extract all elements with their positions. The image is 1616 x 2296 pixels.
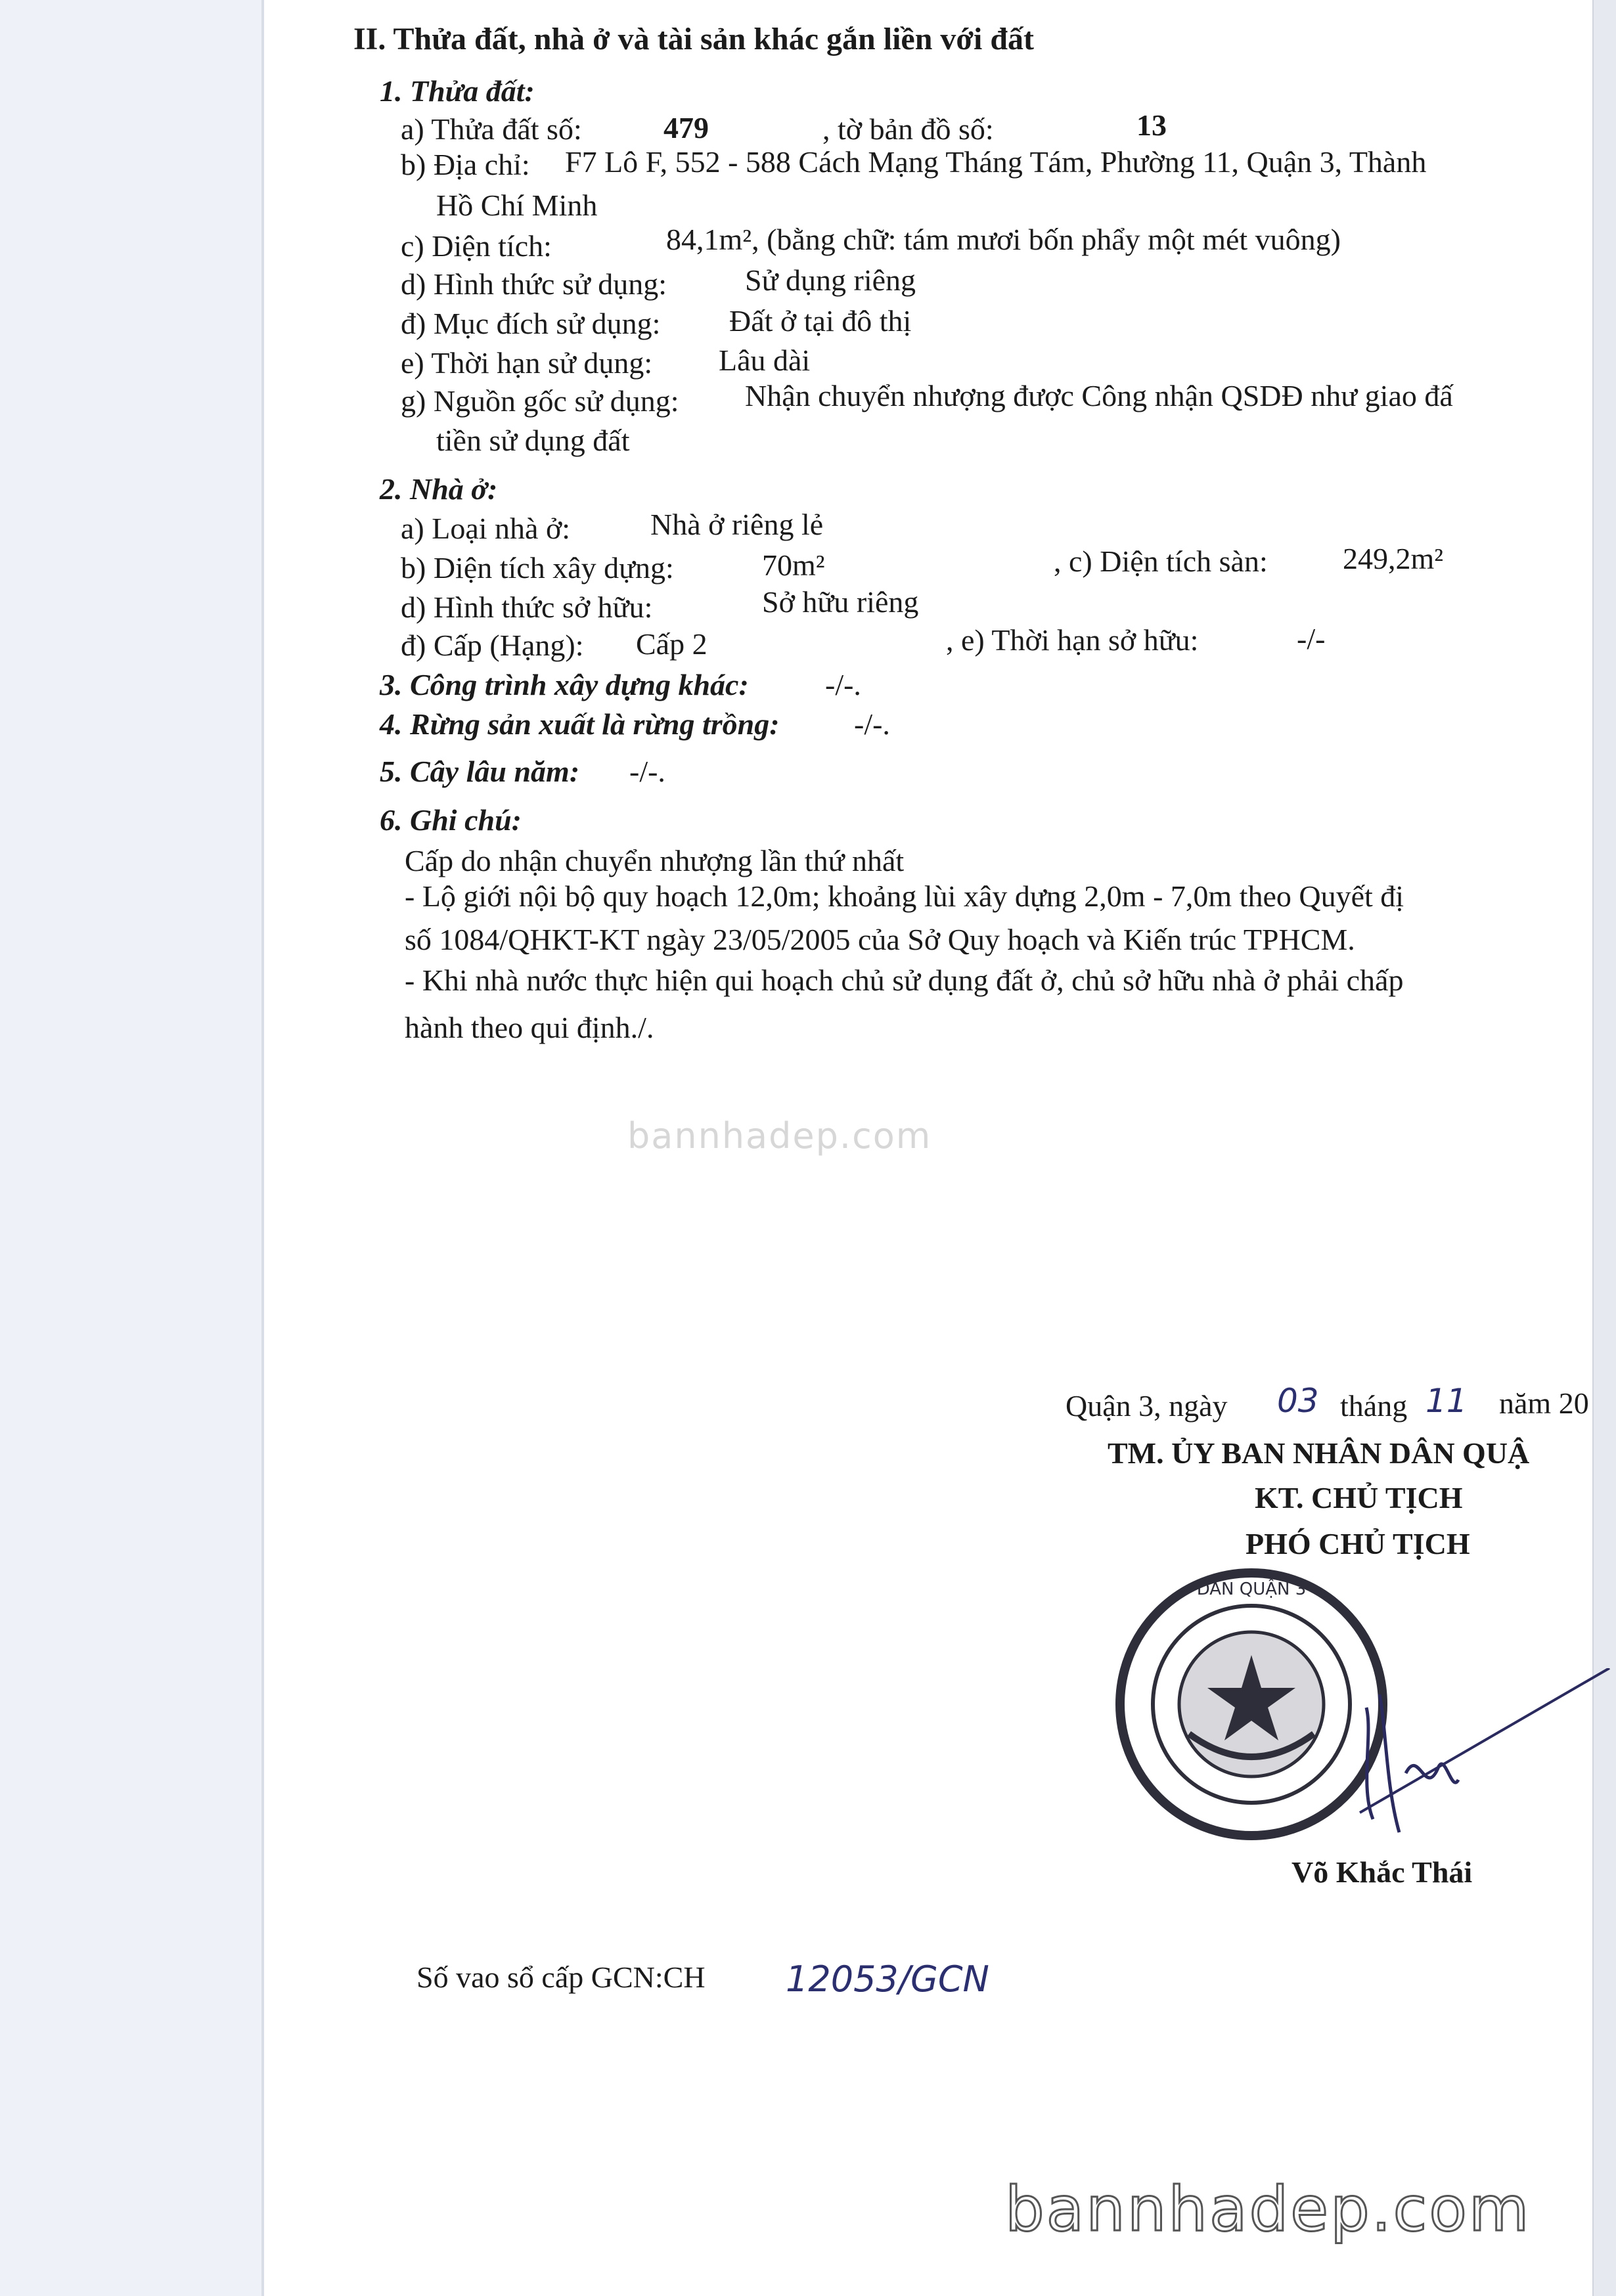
grade-value: Cấp 2	[636, 627, 707, 661]
page-left-margin	[0, 0, 263, 2296]
area-value: 84,1m², (bằng chữ: tám mươi bốn phẩy một mét vuông)	[666, 223, 1341, 256]
signer-role-2: PHÓ CHỦ TỊCH	[1246, 1527, 1470, 1560]
floor-area-value: 249,2m²	[1343, 542, 1444, 575]
date-day: 03	[1277, 1382, 1319, 1420]
parcel-label: a) Thửa đất số:	[401, 112, 582, 146]
other-construction-value: -/-.	[825, 668, 861, 701]
signature-icon	[1347, 1668, 1616, 1852]
signer-name: Võ Khắc Thái	[1291, 1855, 1473, 1889]
area-label: c) Diện tích:	[401, 229, 552, 263]
purpose-label: đ) Mục đích sử dụng:	[401, 307, 661, 340]
forest-label: 4. Rừng sản xuất là rừng trồng:	[380, 707, 780, 741]
perennial-trees-value: -/-.	[629, 755, 665, 788]
section-title: II. Thửa đất, nhà ở và tài sản khác gắn liền với đất	[353, 22, 1035, 56]
build-area-value: 70m²	[762, 548, 825, 582]
house-type-label: a) Loại nhà ở:	[401, 512, 571, 545]
parcel-number: 479	[663, 111, 709, 144]
floor-area-label: , c) Diện tích sàn:	[1054, 544, 1268, 578]
page-fold-line	[261, 0, 264, 2296]
registry-label: Số vao sổ cấp GCN:CH	[416, 1960, 706, 1994]
perennial-trees-label: 5. Cây lâu năm:	[380, 755, 580, 788]
signer-role-1: KT. CHỦ TỊCH	[1255, 1481, 1463, 1514]
term-label: e) Thời hạn sử dụng:	[401, 346, 653, 380]
origin-line-1: Nhận chuyển nhượng được Công nhận QSDĐ như giao đấ	[745, 379, 1453, 412]
house-heading: 2. Nhà ở:	[380, 472, 498, 506]
date-month: 11	[1425, 1382, 1468, 1420]
date-month-label: tháng	[1340, 1389, 1408, 1423]
ownership-label: d) Hình thức sở hữu:	[401, 590, 653, 624]
grade-label: đ) Cấp (Hạng):	[401, 629, 584, 662]
notes-line-2: - Lộ giới nội bộ quy hoạch 12,0m; khoảng lùi xây dựng 2,0m - 7,0m theo Quyết đị	[405, 879, 1404, 913]
use-form-label: d) Hình thức sử dụng:	[401, 267, 667, 301]
notes-line-1: Cấp do nhận chuyển nhượng lần thứ nhất	[405, 844, 905, 877]
address-line-2: Hồ Chí Minh	[436, 188, 598, 222]
ownership-term-label: , e) Thời hạn sở hữu:	[946, 623, 1199, 657]
other-construction-label: 3. Công trình xây dựng khác:	[380, 668, 749, 701]
date-year-label: năm 20	[1499, 1386, 1589, 1420]
date-prefix: Quận 3, ngày	[1066, 1389, 1228, 1423]
origin-line-2: tiền sử dụng đất	[436, 424, 630, 457]
svg-text:DÂN QUẬN 3: DÂN QUẬN 3	[1196, 1579, 1307, 1599]
purpose-value: Đất ở tại đô thị	[729, 304, 912, 338]
notes-line-4: - Khi nhà nước thực hiện qui hoạch chủ sử dụng đất ở, chủ sở hữu nhà ở phải chấp	[405, 963, 1404, 997]
map-sheet-number: 13	[1136, 108, 1167, 142]
ownership-value: Sở hữu riêng	[762, 585, 919, 619]
term-value: Lâu dài	[719, 343, 811, 377]
build-area-label: b) Diện tích xây dựng:	[401, 551, 674, 585]
page-right-edge	[1592, 0, 1616, 2296]
origin-label: g) Nguồn gốc sử dụng:	[401, 384, 679, 418]
ownership-term-value: -/-	[1297, 622, 1326, 655]
house-type-value: Nhà ở riêng lẻ	[650, 508, 824, 541]
forest-value: -/-.	[854, 707, 890, 741]
use-form-value: Sử dụng riêng	[745, 263, 916, 297]
notes-line-3: số 1084/QHKT-KT ngày 23/05/2005 của Sở Quy hoạch và Kiến trúc TPHCM.	[405, 923, 1355, 956]
registry-number: 12053/GCN	[786, 1958, 989, 2000]
watermark-small: bannhadep.com	[627, 1115, 932, 1157]
land-heading: 1. Thửa đất:	[380, 74, 535, 108]
map-sheet-label: , tờ bản đồ số:	[822, 112, 994, 146]
issuing-organization: TM. ỦY BAN NHÂN DÂN QUẬ	[1108, 1436, 1530, 1470]
address-label: b) Địa chỉ:	[401, 148, 530, 181]
notes-line-5: hành theo qui định./.	[405, 1011, 654, 1044]
notes-heading: 6. Ghi chú:	[380, 803, 522, 837]
address-line-1: F7 Lô F, 552 - 588 Cách Mạng Tháng Tám, Phường 11, Quận 3, Thành	[565, 145, 1427, 179]
watermark-large: bannhadep.com	[1005, 2174, 1531, 2245]
